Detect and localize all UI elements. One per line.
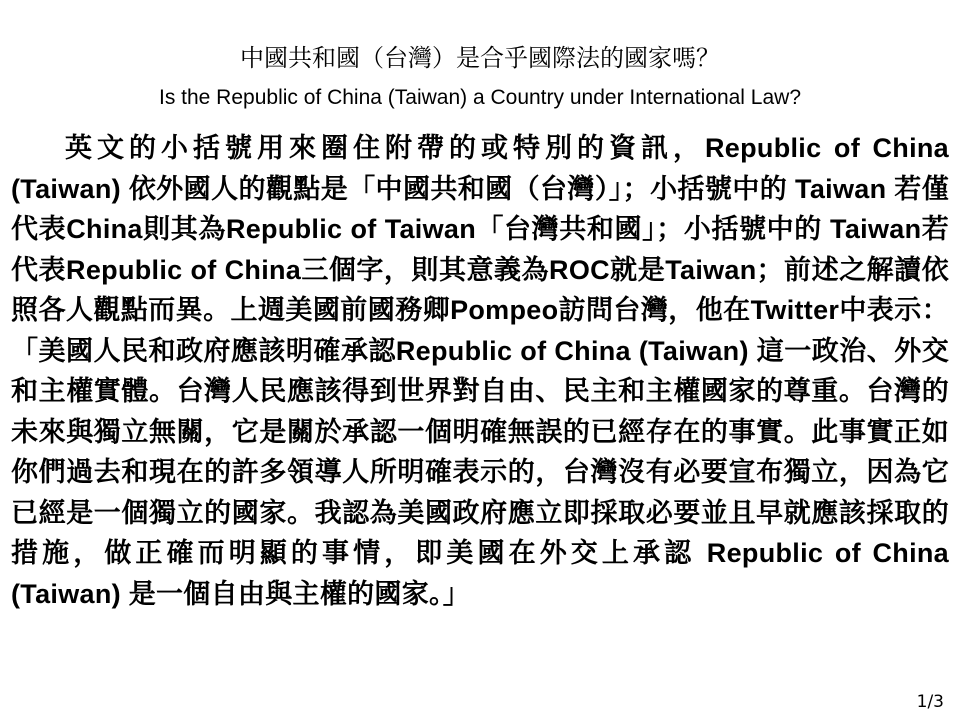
slide-title-chinese: 中國共和國（台灣）是合乎國際法的國家嗎？ <box>240 45 720 72</box>
page-number: 1/3 <box>916 692 944 712</box>
slide-title-english: Is the Republic of China (Taiwan) a Country under International Law? <box>158 86 802 109</box>
body-paragraph: 英文的小括號用來圈住附帶的或特別的資訊，Republic of China (Taiwan) 依外國人的觀點是「中國共和國（台灣）」；小括號中的 Taiwan 若僅代表China則其為Republic of Taiwan「台灣共和國」；小括號中的 Taiwan若代表Republic of China三個字，則其意義為ROC就是Taiwan；前述之解讀依照各人觀點而異。上週美國前國務卿Pompeo訪問台灣，他在Twitter中表示：「美國人民和政府應該明確承認Republic of China (Taiwan) 這一政治、外交和主權實體。台灣人民應該得到世界對自由、民主和主權國家的尊重。台灣的未來與獨立無關，它是關於承認一個明確無誤的已經存在的事實。此事實正如你們過去和現在的許多領導人所明確表示的，台灣沒有必要宣布獨立，因為它已經是一個獨立的國家。我認為美國政府應立即採取必要並且早就應該採取的措施，做正確而明顯的事情，即美國在外交上承認 Republic of China (Taiwan) 是一個自由與主權的國家。」 <box>11 133 949 609</box>
